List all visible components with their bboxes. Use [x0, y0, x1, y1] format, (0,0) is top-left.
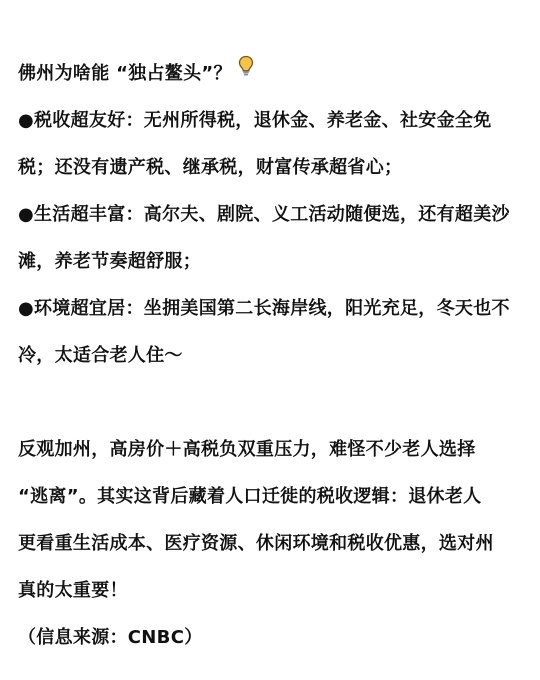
spacer — [18, 379, 524, 426]
bullet-tax-line-2: 税；还没有遗产税、继承税，财富传承超省心； — [18, 157, 403, 178]
paragraph-line-1: 反观加州，高房价＋高税负双重压力，难怪不少老人选择 — [18, 439, 476, 460]
bullet-env-line-2: 冷，太适合老人住～ — [18, 345, 183, 366]
lightbulb-icon — [238, 48, 254, 95]
paragraph-line-3: 更看重生活成本、医疗资源、休闲环境和税收优惠，选对州 — [18, 533, 494, 554]
bullet-life-line-1: ●生活超丰富：高尔夫、剧院、义工活动随便选，还有超美沙 — [18, 204, 510, 225]
bullet-env-line-1: ●环境超宜居：坐拥美国第二长海岸线，阳光充足，冬天也不 — [18, 298, 510, 319]
post-title-line — [18, 50, 524, 97]
bullet-tax-line-1: ●税收超友好：无州所得税，退休金、养老金、社安金全免 — [18, 110, 492, 131]
paragraph-line-4: 真的太重要！ — [18, 580, 128, 601]
paragraph-line-2: “逃离”。其实这背后藏着人口迁徙的税收逻辑：退休老人 — [18, 486, 482, 507]
source-note: （信息来源：CNBC） — [18, 627, 203, 648]
bullet-life-line-2: 滩，养老节奏超舒服； — [18, 251, 201, 272]
post-body — [18, 50, 524, 661]
post-title: 佛州为啥能 “独占鳌头”？ — [18, 63, 232, 84]
